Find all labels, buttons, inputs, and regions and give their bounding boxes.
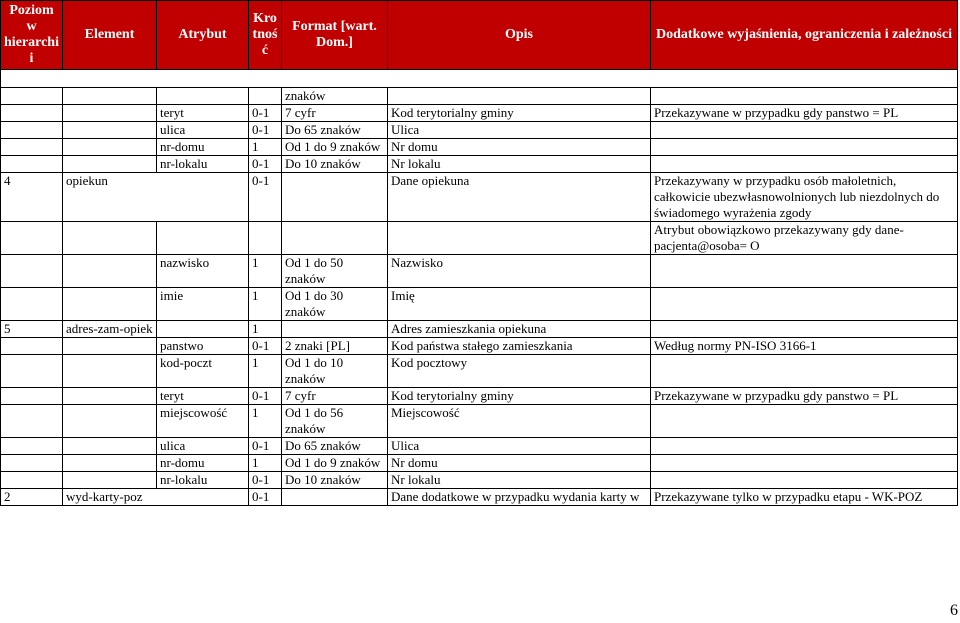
header-attribute: Atrybut	[157, 1, 249, 70]
header-notes: Dodatkowe wyjaśnienia, ograniczenia i zależności	[651, 1, 958, 70]
table-row: znaków	[1, 88, 958, 105]
header-level: Poziom w hierarchii	[1, 1, 63, 70]
table-row	[1, 70, 958, 88]
table-header-row	[1, 1, 958, 70]
table-row: Atrybut obowiązkowo przekazywany gdy dane-pacjenta@osoba= O	[1, 222, 958, 255]
header-description: Opis	[388, 1, 651, 70]
header-element: Element	[63, 1, 157, 70]
table-row: nr-domu 1 Od 1 do 9 znaków Nr domu	[1, 139, 958, 156]
header-format: Format [wart. Dom.]	[282, 1, 388, 70]
header-multiplicity: Krotność	[249, 1, 282, 70]
table-row: imie 1 Od 1 do 30 znaków Imię	[1, 288, 958, 321]
table-row: miejscowość 1 Od 1 do 56 znaków Miejscowość	[1, 405, 958, 438]
page-number: 6	[950, 602, 958, 619]
table-row: nr-lokalu 0-1 Do 10 znaków Nr lokalu	[1, 156, 958, 173]
table-row: teryt 0-1 7 cyfr Kod terytorialny gminy Przekazywane w przypadku gdy panstwo = PL	[1, 105, 958, 122]
table-row: teryt 0-1 7 cyfr Kod terytorialny gminy Przekazywane w przypadku gdy panstwo = PL	[1, 388, 958, 405]
table-row: nr-domu 1 Od 1 do 9 znaków Nr domu	[1, 455, 958, 472]
table-row: 2 wyd-karty-poz 0-1 Dane dodatkowe w przypadku wydania karty w Przekazywane tylko w przypadku etapu - WK-POZ	[1, 489, 958, 506]
table-row: ulica 0-1 Do 65 znaków Ulica	[1, 122, 958, 139]
table-row: kod-poczt 1 Od 1 do 10 znaków Kod pocztowy	[1, 355, 958, 388]
table-row: ulica 0-1 Do 65 znaków Ulica	[1, 438, 958, 455]
table-row: 5 adres-zam-opiek 1 Adres zamieszkania opiekuna	[1, 321, 958, 338]
table-row: nazwisko 1 Od 1 do 50 znaków Nazwisko	[1, 255, 958, 288]
table-row: 4 opiekun 0-1 Dane opiekuna Przekazywany w przypadku osób małoletnich, całkowicie ubezwłasnowolnionych lub niezdolnych do świadomego wyrażenia zgody	[1, 173, 958, 222]
table-row: panstwo 0-1 2 znaki [PL] Kod państwa stałego zamieszkania Według normy PN-ISO 3166-1	[1, 338, 958, 355]
table-row: nr-lokalu 0-1 Do 10 znaków Nr lokalu	[1, 472, 958, 489]
